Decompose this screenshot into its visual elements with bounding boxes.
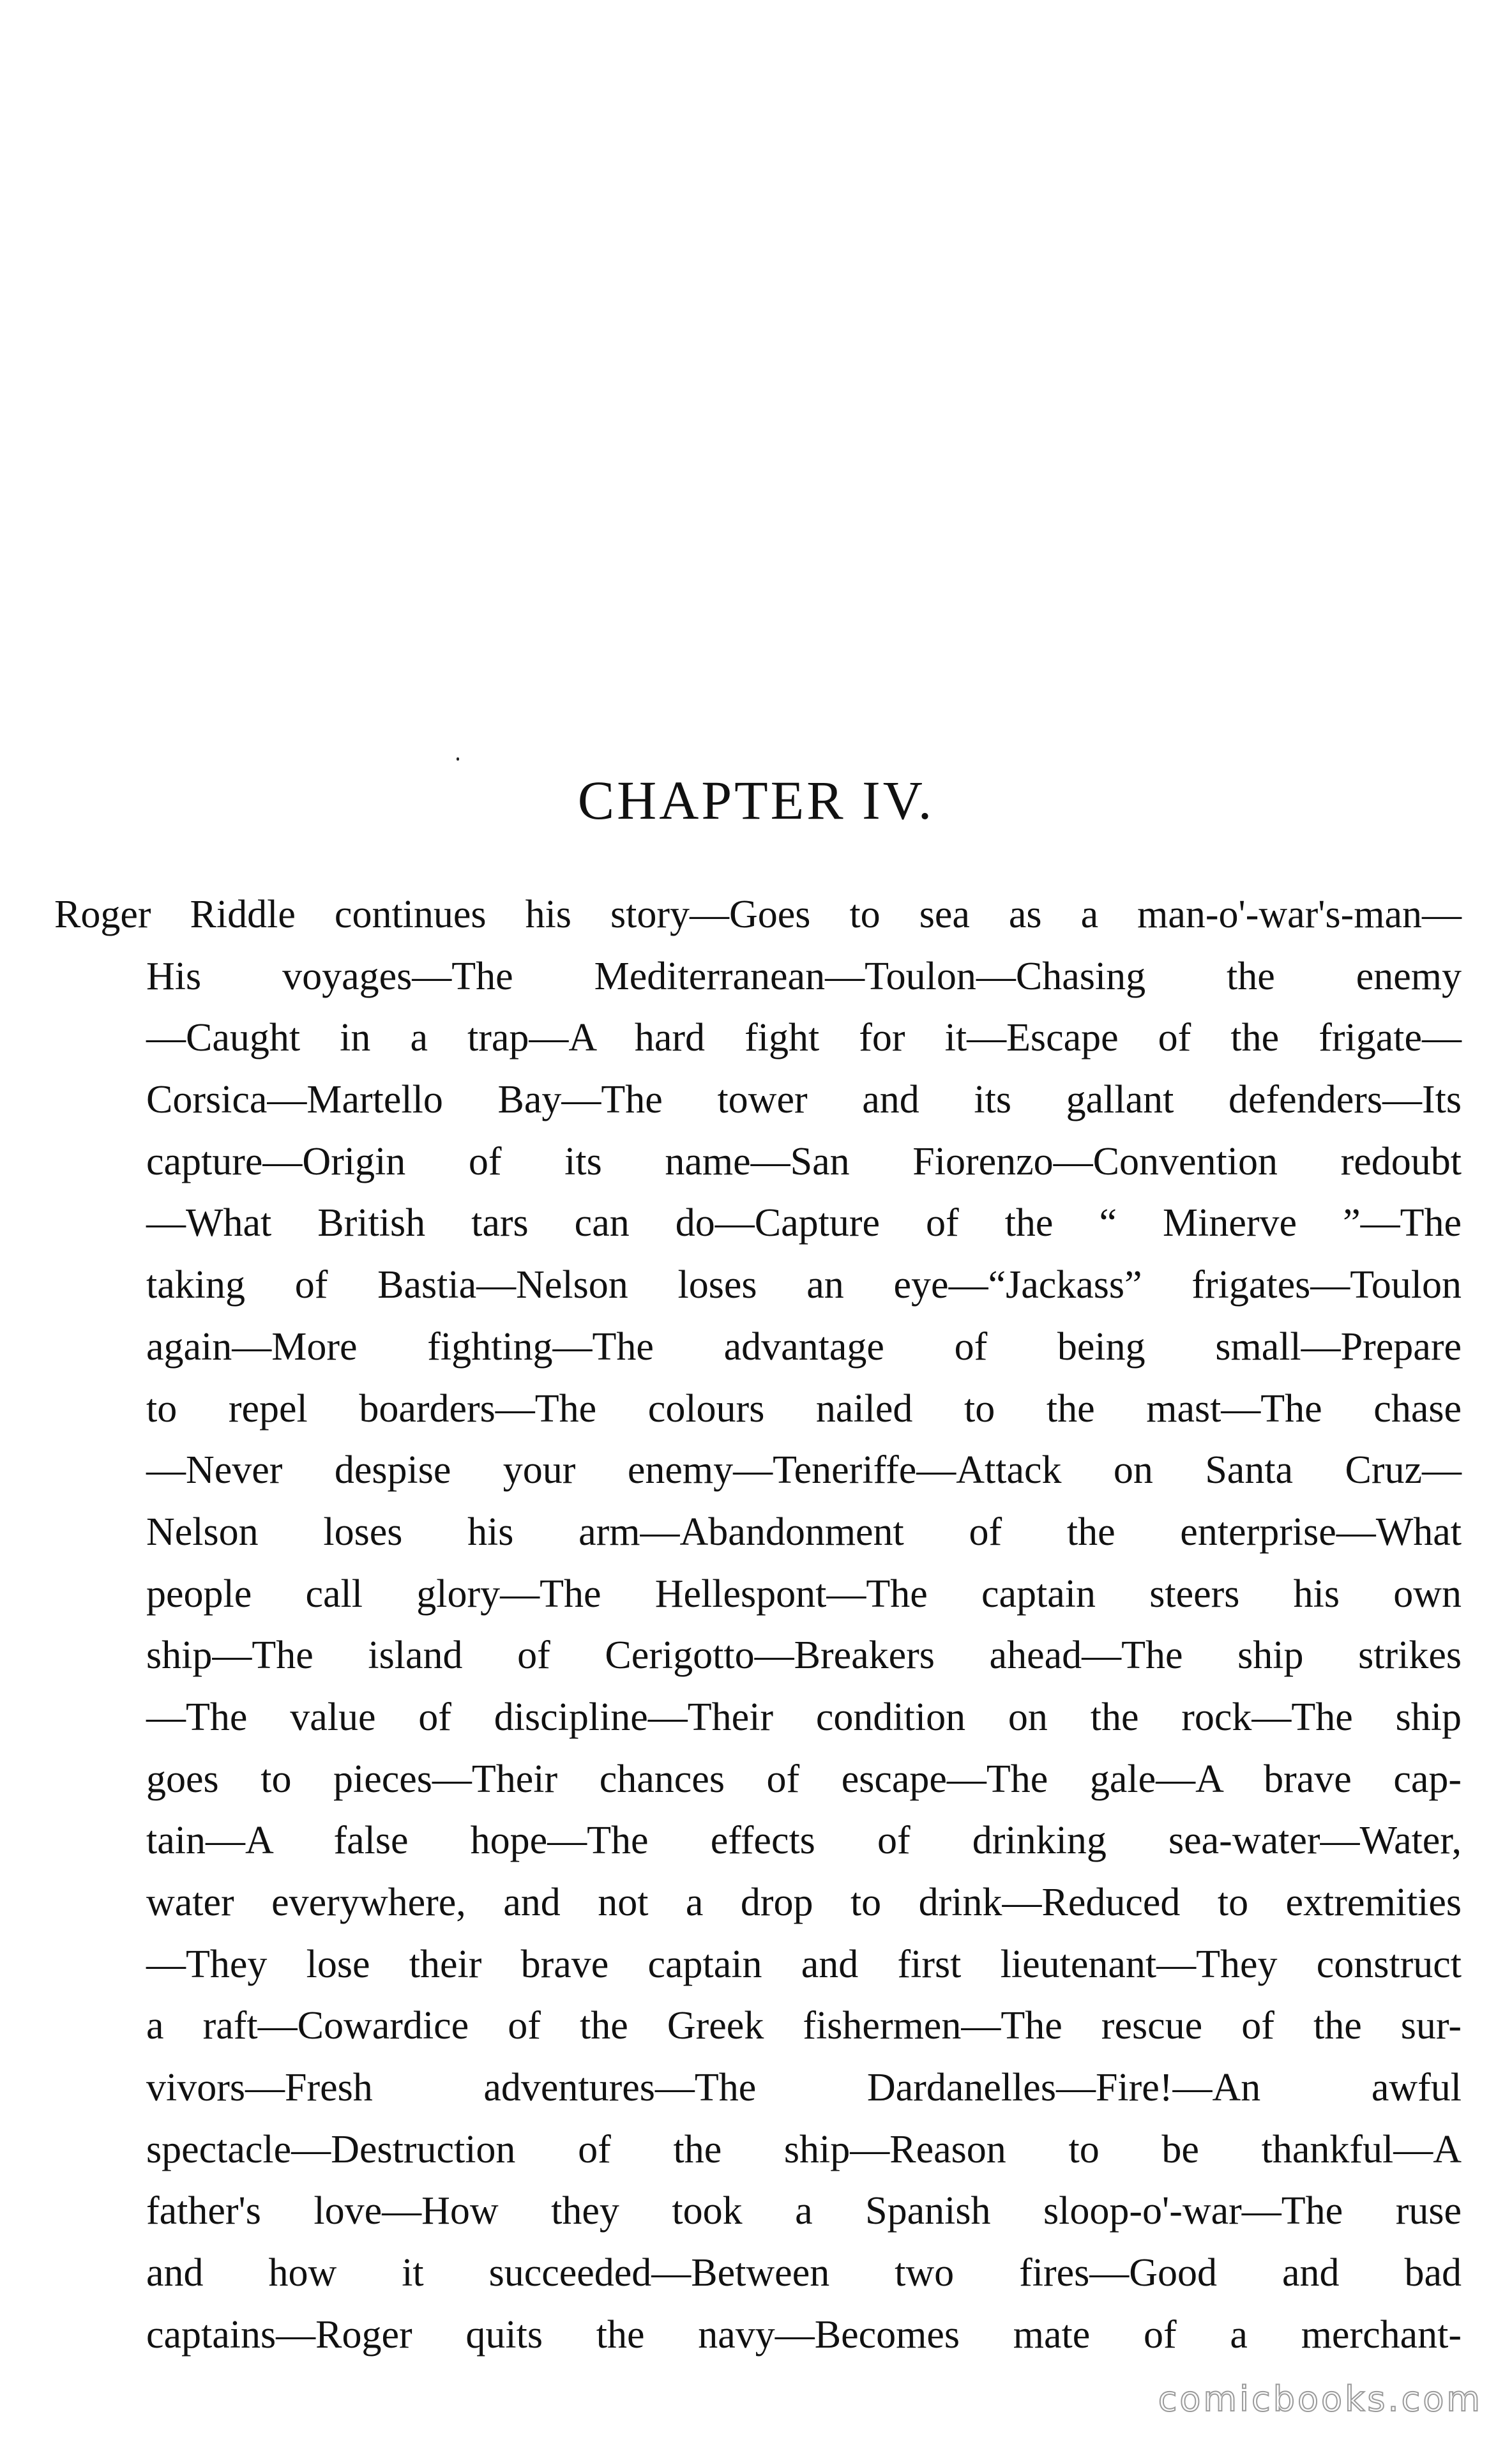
- summary-line: capture—Origin of its name—San Fiorenzo—Convention redoubt: [146, 1139, 1462, 1183]
- summary-line: spectacle—Destruction of the ship—Reason to be thankful—A: [146, 2127, 1462, 2171]
- summary-line: a raft—Cowardice of the Greek fishermen—The rescue of the sur-: [146, 2004, 1462, 2048]
- summary-line: tain—A false hope—The effects of drinking sea-water—Water,: [146, 1819, 1462, 1863]
- summary-line: Nelson loses his arm—Abandonment of the enterprise—What: [146, 1510, 1462, 1554]
- summary-line: —They lose their brave captain and first lieutenant—They construct: [146, 1942, 1462, 1986]
- summary-line: —Caught in a trap—A hard fight for it—Escape of the frigate—: [146, 1016, 1462, 1060]
- summary-line: water everywhere, and not a drop to drink—Reduced to extremities: [146, 1881, 1462, 1924]
- summary-line: —Never despise your enemy—Teneriffe—Attack on Santa Cruz—: [146, 1448, 1462, 1492]
- summary-line: —The value of discipline—Their condition on the rock—The ship: [146, 1695, 1462, 1739]
- summary-line: people call glory—The Hellespont—The captain steers his own: [146, 1572, 1462, 1616]
- summary-line: His voyages—The Mediterranean—Toulon—Chasing the enemy: [146, 954, 1462, 998]
- summary-line: Corsica—Martello Bay—The tower and its gallant defenders—Its: [146, 1078, 1462, 1122]
- summary-line: taking of Bastia—Nelson loses an eye—“Jackass” frigates—Toulon: [146, 1263, 1462, 1307]
- summary-line: and how it succeeded—Between two fires—Good and bad: [146, 2251, 1462, 2295]
- summary-line: —What British tars can do—Capture of the “ Minerve ”—The: [146, 1201, 1462, 1245]
- summary-line: father's love—How they took a Spanish sloop-o'-war—The ruse: [146, 2189, 1462, 2233]
- print-speck: [457, 757, 459, 761]
- summary-line: to repel boarders—The colours nailed to the mast—The chase: [146, 1386, 1462, 1431]
- chapter-title: CHAPTER IV.: [577, 770, 935, 831]
- summary-line: ship—The island of Cerigotto—Breakers ahead—The ship strikes: [146, 1634, 1462, 1678]
- chapter-summary: [54, 884, 1462, 2366]
- summary-line: Roger Riddle continues his story—Goes to sea as a man-o'-war's-man—: [54, 893, 1462, 936]
- watermark: comicbooks.com: [1158, 2379, 1483, 2419]
- summary-line: captains—Roger quits the navy—Becomes mate of a merchant-: [146, 2312, 1462, 2357]
- summary-line: goes to pieces—Their chances of escape—The gale—A brave cap-: [146, 1757, 1462, 1801]
- summary-line: again—More fighting—The advantage of being small—Prepare: [146, 1325, 1462, 1369]
- summary-line: vivors—Fresh adventures—The Dardanelles—Fire!—An awful: [146, 2066, 1462, 2110]
